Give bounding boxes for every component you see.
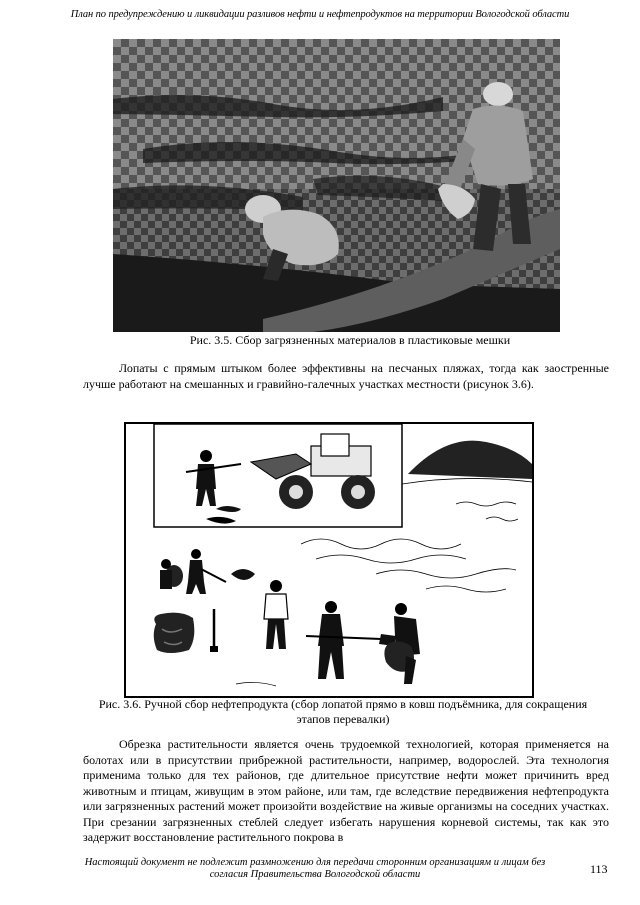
photo-collecting-materials [113,39,560,332]
illustration-manual-collection [124,422,534,698]
page-number: 113 [590,862,608,876]
footer-notice: Настоящий документ не подлежит размножению для передачи сторонним организациям и лицам без согласия Правительства Вологодской области [84,857,546,880]
paragraph-vegetation-text: Обрезка растительности является очень трудоемкой технологией, которая применяется на болотах или в присутствии прибрежной растительности, например, водорослей. Эта технология применима только для тех районов, где длительное присутствие нефти может причинить вред животным и птицам, живущим в этом районе, или там, где вследствие передвижения нефтепродукта или загрязненных растений может произойти воздействие на живые организмы на соседних участках. При срезании загрязненных стеблей следует избегать нарушения корневой системы, так как это задержит восстановление растительного покрова в [83,737,609,844]
paragraph-vegetation-cutting [83,737,609,846]
figure-3-5-caption: Рис. 3.5. Сбор загрязненных материалов в пластиковые мешки [189,333,511,347]
running-header: План по предупреждению и ликвидации разливов нефти и нефтепродуктов на территории Вологодской области [70,9,570,20]
paragraph-shovels: Лопаты с прямым штыком более эффективны на песчаных пляжах, тогда как заостренные лучше работают на смешанных и гравийно-галечных участках местности (рисунок 3.6). [83,361,609,391]
figure-3-6-caption: Рис. 3.6. Ручной сбор нефтепродукта (сбор лопатой прямо в ковш подъёмника, для сокращения этапов перевалки) [98,697,588,726]
